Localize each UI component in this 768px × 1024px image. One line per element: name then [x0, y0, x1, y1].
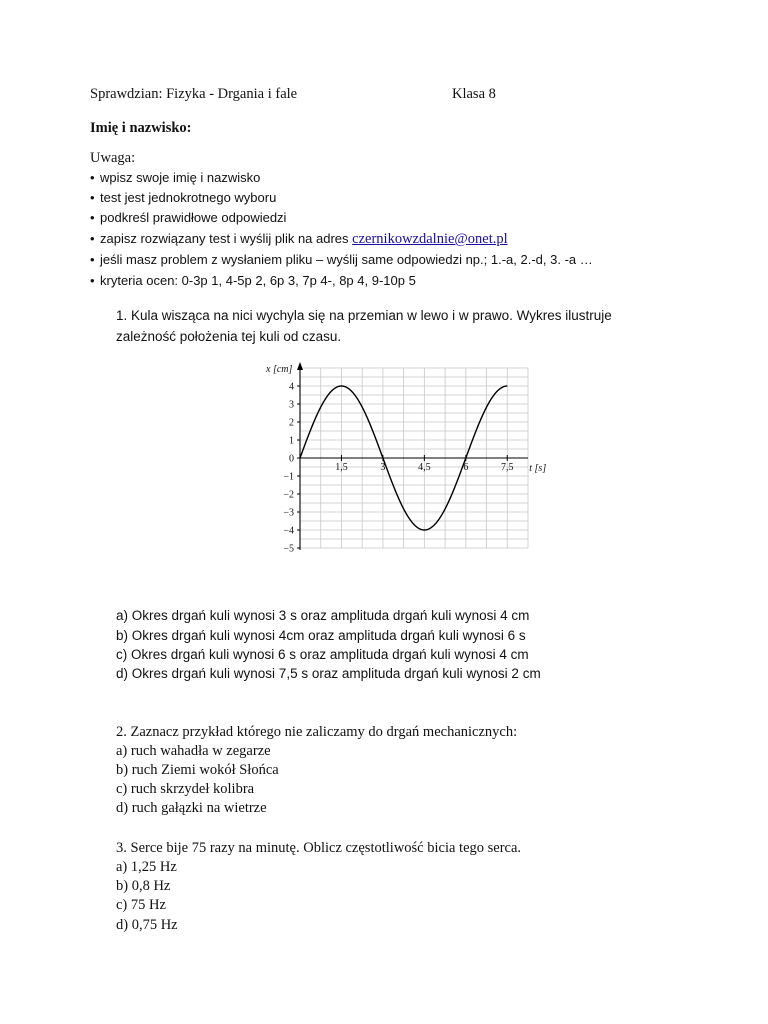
bullet-icon: •: [90, 190, 95, 205]
test-title: Sprawdzian: Fizyka - Drgania i fale: [90, 86, 298, 102]
bullet-icon: •: [90, 273, 95, 288]
q2-answer-d: d) ruch gałązki na wietrze: [116, 800, 267, 816]
y-axis-arrow: [297, 362, 303, 370]
class-label: Klasa 8: [452, 86, 496, 102]
bullet-icon: •: [90, 210, 95, 225]
q3-answer-d: d) 0,75 Hz: [116, 917, 178, 933]
y-tick-label: −2: [283, 489, 294, 501]
y-axis-label: x [cm]: [266, 364, 293, 375]
email-link[interactable]: czernikowzdalnie@onet.pl: [352, 231, 508, 247]
notes-heading: Uwaga:: [90, 150, 136, 166]
q2-answer-a: a) ruch wahadła w zegarze: [116, 743, 271, 759]
q2-answer-c: c) ruch skrzydeł kolibra: [116, 781, 255, 797]
y-tick-label: 1: [289, 435, 294, 447]
q2-question: 2. Zaznacz przykład którego nie zaliczamy do drgań mechanicznych:: [116, 724, 518, 740]
x-tick-label: 1,5: [335, 462, 348, 473]
q1-answer-d: d) Okres drgań kuli wynosi 7,5 s oraz amplituda drgań kuli wynosi 2 cm: [116, 666, 541, 681]
chart-ticks: [283, 382, 513, 555]
note-item: • zapisz rozwiązany test i wyślij plik na adres czernikowzdalnie@onet.pl: [90, 231, 508, 247]
note-item: • test jest jednokrotnego wyboru: [90, 190, 277, 205]
q3-question: 3. Serce bije 75 razy na minutę. Oblicz częstotliwość bicia tego serca.: [116, 840, 522, 856]
y-tick-label: −1: [283, 471, 294, 483]
x-tick-label: 6: [463, 462, 469, 473]
y-tick-label: 0: [289, 453, 294, 465]
q1-text-line: 1. Kula wisząca na nici wychyla się na przemian w lewo i w prawo. Wykres ilustruje: [116, 308, 612, 323]
y-tick-label: −5: [283, 543, 294, 555]
q3-answer-a: a) 1,25 Hz: [116, 859, 177, 875]
q3-answer-b: b) 0,8 Hz: [116, 878, 171, 894]
q1-answer-b: b) Okres drgań kuli wynosi 4cm oraz amplituda drgań kuli wynosi 6 s: [116, 628, 526, 643]
note-item: • wpisz swoje imię i nazwisko: [90, 170, 261, 185]
note-item: • kryteria ocen: 0-3p 1, 4-5p 2, 6p 3, 7p 4-, 8p 4, 9-10p 5: [90, 273, 416, 288]
q3-answer-c: c) 75 Hz: [116, 897, 166, 913]
chart-axes: [265, 362, 546, 550]
bullet-icon: •: [90, 170, 95, 185]
q1-answer-a: a) Okres drgań kuli wynosi 3 s oraz amplituda drgań kuli wynosi 4 cm: [116, 608, 530, 623]
bullet-icon: •: [90, 252, 95, 267]
name-label: Imię i nazwisko:: [90, 120, 192, 136]
q1-text-line: zależność położenia tej kuli od czasu.: [116, 329, 342, 344]
note-item: • podkreśl prawidłowe odpowiedzi: [90, 210, 287, 225]
q2-answer-b: b) ruch Ziemi wokół Słońca: [116, 762, 279, 778]
y-tick-label: 2: [289, 417, 294, 429]
x-tick-label: 7,5: [501, 462, 514, 473]
x-axis-label: t [s]: [529, 463, 547, 474]
y-tick-label: 3: [289, 399, 294, 411]
y-tick-label: −3: [283, 507, 294, 519]
bullet-icon: •: [90, 231, 95, 246]
q1-answer-c: c) Okres drgań kuli wynosi 6 s oraz amplituda drgań kuli wynosi 4 cm: [116, 647, 529, 662]
note-item: • jeśli masz problem z wysłaniem pliku – wyślij same odpowiedzi np.; 1.-a, 2.-d, 3. -a …: [90, 252, 593, 267]
x-tick-label: 3: [380, 462, 386, 473]
y-tick-label: 4: [289, 381, 294, 393]
x-tick-label: 4,5: [418, 462, 431, 473]
y-tick-label: −4: [283, 525, 294, 537]
position-time-chart: [262, 362, 547, 555]
